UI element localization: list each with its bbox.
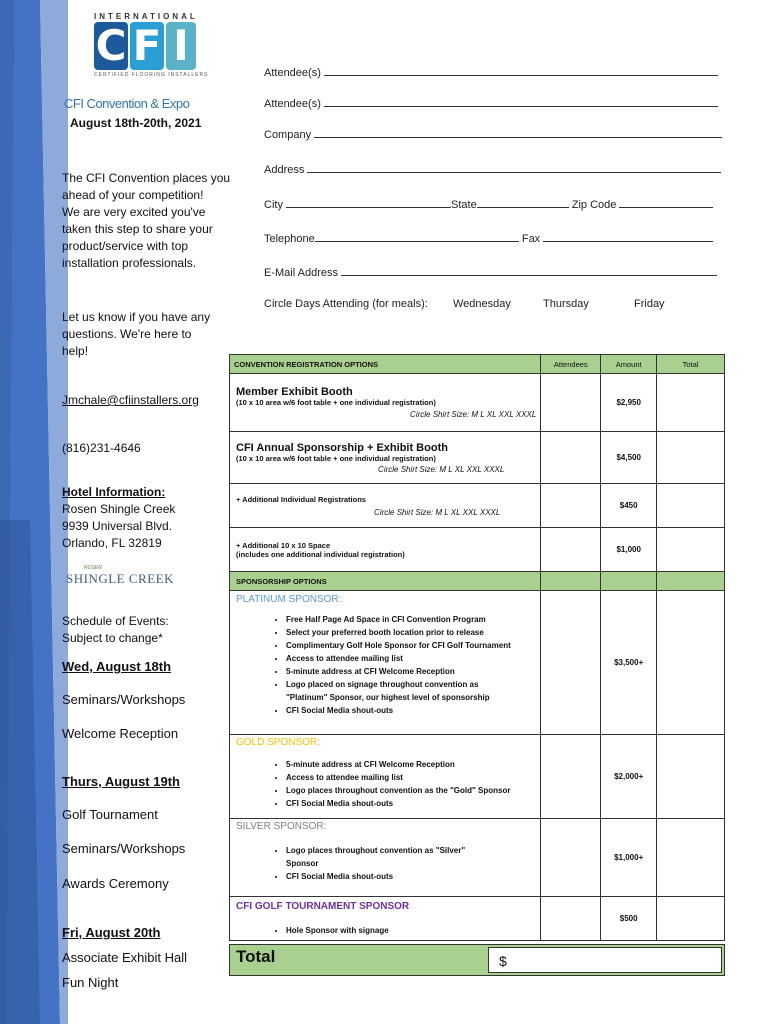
state-label: State [451, 199, 477, 211]
company-label: Company [264, 129, 312, 141]
option-cell [230, 432, 541, 484]
hotel-logo-small-text: ROSEN [84, 565, 102, 571]
amount-cell: $1,000+ [601, 819, 657, 897]
total-bar [229, 944, 725, 976]
table-row-sponsor-booth [230, 432, 725, 484]
day3-item: Associate Exhibit Hall [62, 950, 187, 965]
benefit-item: • Complimentary Golf Hole Sponsor for CFI Golf Tournament [286, 639, 540, 652]
contact-line: help! [62, 344, 89, 358]
benefit-item: • Logo places throughout convention as "Silver" [286, 844, 540, 857]
table-row-platinum [230, 591, 725, 735]
day-option-thursday[interactable]: Thursday [543, 298, 589, 310]
option-cell [230, 897, 541, 941]
amount-cell: $3,500+ [601, 591, 657, 735]
option-cell [230, 819, 541, 897]
option-cell [230, 735, 541, 819]
table-row-gold [230, 735, 725, 819]
benefit-item: • Logo places throughout convention as the "Gold" Sponsor [286, 784, 540, 797]
email-label: E-Mail Address [264, 267, 338, 279]
total-input[interactable] [657, 374, 725, 432]
zip-label: Zip Code [571, 199, 617, 211]
amount-cell: $2,950 [601, 374, 657, 432]
day-option-friday[interactable]: Friday [634, 298, 665, 310]
intro-line: taken this step to share your [62, 222, 213, 236]
golf-title: CFI GOLF TOURNAMENT SPONSOR [236, 901, 410, 912]
telephone-label: Telephone [264, 233, 315, 245]
sponsorship-header-row [230, 572, 725, 591]
table-row-silver [230, 819, 725, 897]
day2-heading: Thurs, August 19th [62, 774, 180, 789]
city-label: City [264, 199, 283, 211]
event-title: CFI Convention & Expo [64, 96, 190, 111]
contact-text [62, 309, 210, 360]
option-cell [230, 484, 541, 528]
benefit-item: • CFI Social Media shout-outs [286, 870, 540, 883]
circle-days-label: Circle Days Attending (for meals): [264, 298, 428, 310]
attendees-input[interactable] [541, 432, 601, 484]
attendees-input[interactable] [541, 484, 601, 528]
event-dates: August 18th-20th, 2021 [70, 116, 202, 130]
benefit-item: • Access to attendee mailing list [286, 771, 540, 784]
day2-item: Golf Tournament [62, 807, 158, 822]
hotel-line: Orlando, FL 32819 [62, 536, 162, 550]
amount-cell: $500 [601, 897, 657, 941]
attendees-input[interactable] [541, 591, 601, 735]
amount-cell: $2,000+ [601, 735, 657, 819]
table-row-member-booth [230, 374, 725, 432]
table-row-additional-space [230, 528, 725, 572]
schedule-line: Subject to change* [62, 631, 163, 645]
total-input[interactable] [657, 897, 725, 941]
logo-letter-c: C [95, 21, 127, 70]
option-cell [230, 528, 541, 572]
contact-phone: (816)231-4646 [62, 441, 141, 455]
sponsorship-header: SPONSORSHIP OPTIONS [230, 572, 541, 591]
shirt-size-options[interactable]: Circle Shirt Size: M L XL XXL XXXL [374, 507, 501, 517]
header-total: Total [657, 355, 725, 374]
intro-line: installation professionals. [62, 256, 197, 270]
attendee-label: Attendee(s) [264, 98, 321, 110]
amount-cell: $4,500 [601, 432, 657, 484]
total-amount-field[interactable] [488, 947, 722, 973]
benefit-item: • Free Half Page Ad Space in CFI Convention Program [286, 613, 540, 626]
amount-cell: $1,000 [601, 528, 657, 572]
gold-title: GOLD SPONSOR: [236, 737, 320, 748]
hotel-address [62, 501, 175, 552]
table-row-golf [230, 897, 725, 941]
option-detail: (10 x 10 area w/6 foot table + one individual registration) [236, 453, 436, 463]
amount-cell: $450 [601, 484, 657, 528]
logo-top-text: INTERNATIONAL [94, 12, 198, 21]
schedule-line: Schedule of Events: [62, 614, 169, 628]
table-row-additional-registration [230, 484, 725, 528]
attendees-input[interactable] [541, 735, 601, 819]
schedule-heading [62, 613, 169, 647]
header-amount: Amount [601, 355, 657, 374]
intro-line: product/service with top [62, 239, 189, 253]
total-label: Total [236, 947, 276, 966]
attendees-input[interactable] [541, 528, 601, 572]
attendees-input[interactable] [541, 374, 601, 432]
registration-table [229, 354, 725, 941]
day2-item: Awards Ceremony [62, 876, 169, 891]
email-field[interactable] [264, 266, 717, 279]
attendee-field-1[interactable] [264, 66, 718, 79]
contact-email-link[interactable]: Jmchale@cfiinstallers.org [62, 393, 199, 407]
address-field[interactable] [264, 163, 721, 176]
benefit-item: • 5-minute address at CFI Welcome Reception [286, 758, 540, 771]
total-input[interactable] [657, 484, 725, 528]
shirt-size-options[interactable]: Circle Shirt Size: M L XL XXL XXXL [410, 410, 537, 419]
total-input[interactable] [657, 432, 725, 484]
total-input[interactable] [657, 591, 725, 735]
day2-item: Seminars/Workshops [62, 841, 186, 856]
header-options: CONVENTION REGISTRATION OPTIONS [230, 355, 541, 374]
benefit-item: • CFI Social Media shout-outs [286, 704, 540, 717]
benefit-item: "Platinum" Sponsor, our highest level of sponsorship [286, 693, 490, 702]
platinum-title: PLATINUM SPONSOR: [236, 594, 342, 605]
day1-heading: Wed, August 18th [62, 659, 172, 674]
fax-label: Fax [521, 233, 541, 245]
total-input[interactable] [657, 819, 725, 897]
logo-letter-f: F [130, 22, 164, 70]
logo-sub-text: CERTIFIED FLOORING INSTALLERS [94, 72, 209, 78]
silver-title: SILVER SPONSOR: [236, 821, 327, 832]
day1-item: Welcome Reception [62, 726, 179, 741]
hotel-line: 9939 Universal Blvd. [62, 519, 173, 533]
benefit-item: Sponsor [286, 859, 319, 868]
intro-line: We are very excited you've [62, 205, 206, 219]
benefit-item: • Logo placed on signage throughout convention as [286, 678, 540, 691]
option-cell [230, 591, 541, 735]
shingle-creek-logo [66, 565, 174, 591]
hotel-logo-text: SHINGLE CREEK [66, 571, 174, 586]
header-attendees: Attendees [541, 355, 601, 374]
total-input[interactable] [657, 735, 725, 819]
company-field[interactable] [264, 128, 722, 141]
benefit-item: • CFI Social Media shout-outs [286, 797, 540, 810]
day1-item: Seminars/Workshops [62, 692, 186, 707]
attendee-label: Attendee(s) [264, 67, 321, 79]
option-detail: (includes one additional individual registration) [236, 549, 405, 559]
benefit-item: • 5-minute address at CFI Welcome Reception [286, 665, 540, 678]
day3-item: Fun Night [62, 975, 119, 990]
hotel-heading: Hotel Information: [62, 485, 166, 499]
table-header-row [230, 355, 725, 374]
telephone-fax-field[interactable] [264, 232, 713, 245]
option-title: CFI Annual Sponsorship + Exhibit Booth [236, 441, 448, 454]
total-input[interactable] [657, 528, 725, 572]
address-label: Address [264, 164, 305, 176]
city-state-zip-field[interactable] [264, 198, 713, 211]
intro-line: ahead of your competition! [62, 188, 204, 202]
day3-heading: Fri, August 20th [62, 925, 161, 940]
decorative-stripe [0, 0, 68, 1024]
option-title: + Additional Individual Registrations [236, 494, 366, 504]
attendees-input[interactable] [541, 897, 601, 941]
intro-text [62, 170, 230, 272]
benefit-item: • Access to attendee mailing list [286, 652, 540, 665]
day-option-wednesday[interactable]: Wednesday [453, 298, 511, 310]
option-cell [230, 374, 541, 432]
contact-line: questions. We're here to [62, 327, 192, 341]
attendees-input[interactable] [541, 819, 601, 897]
option-title: + Additional 10 x 10 Space [236, 540, 331, 550]
option-detail: (10 x 10 area w/6 foot table + one individual registration) [236, 398, 436, 407]
logo-letter-i: I [166, 22, 196, 70]
benefit-item: • Select your preferred booth location prior to release [286, 626, 540, 639]
intro-line: The CFI Convention places you [62, 171, 231, 185]
benefit-item: • Hole Sponsor with signage [286, 924, 540, 937]
hotel-line: Rosen Shingle Creek [62, 502, 176, 516]
total-amount-value: $ [499, 953, 507, 969]
option-title: Member Exhibit Booth [236, 386, 353, 398]
attendee-field-2[interactable] [264, 97, 718, 110]
contact-line: Let us know if you have any [62, 310, 211, 324]
shirt-size-options[interactable]: Circle Shirt Size: M L XL XXL XXXL [378, 464, 505, 474]
